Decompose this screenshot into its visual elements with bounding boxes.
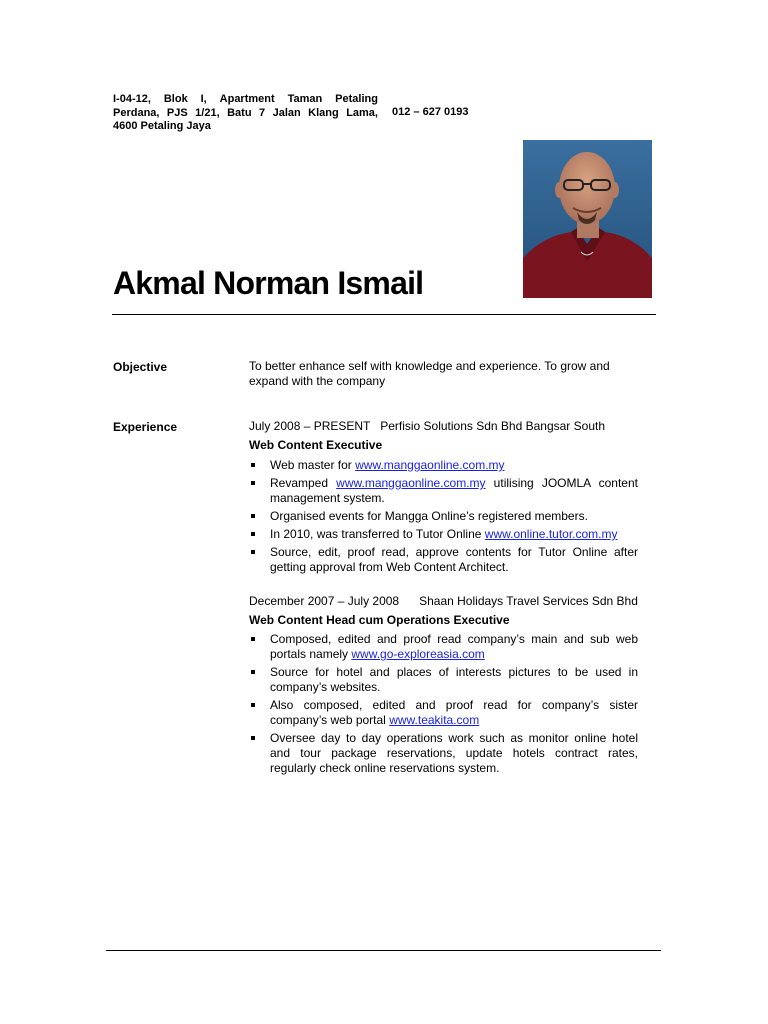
candidate-name: Akmal Norman Ismail (113, 265, 424, 301)
list-item: Source, edit, proof read, approve contents for Tutor Online after getting approval from Web Content Architect. (249, 545, 638, 575)
teakita-link[interactable]: www.teakita.com (389, 713, 480, 727)
header-divider (112, 314, 656, 315)
list-item: Organised events for Mangga Online’s registered members. (249, 509, 638, 524)
list-item: Source for hotel and places of interests pictures to be used in company’s websites. (249, 665, 638, 695)
job-2-header (249, 594, 638, 608)
objective-text: To better enhance self with knowledge and experience. To grow and expand with the company (249, 359, 610, 388)
job-2-company: Shaan Holidays Travel Services Sdn Bhd (419, 594, 638, 608)
job-2-period: December 2007 – July 2008 (249, 594, 400, 608)
job-1-company: Perfisio Solutions Sdn Bhd Bangsar South (380, 419, 605, 433)
manggaonline-link[interactable]: www.manggaonline.com.my (336, 476, 486, 490)
go-exploreasia-link[interactable]: www.go-exploreasia.com (351, 647, 485, 661)
objective-label: Objective (113, 360, 168, 374)
footer-divider (106, 950, 661, 951)
experience-label: Experience (113, 420, 178, 434)
profile-photo (523, 140, 652, 298)
job-1-title: Web Content Executive (249, 438, 383, 452)
list-item: Also composed, edited and proof read for company’s sister company’s web portal www.teakita.com (249, 698, 638, 728)
list-item: In 2010, was transferred to Tutor Online www.online.tutor.com.my (249, 527, 638, 542)
list-item: Web master for www.manggaonline.com.my (249, 458, 638, 473)
address-line-2: Perdana, PJS 1/21, Batu 7 Jalan Klang Lama, (113, 106, 378, 119)
job-2-title: Web Content Head cum Operations Executive (249, 613, 510, 627)
tutor-online-link[interactable]: www.online.tutor.com.my (484, 527, 618, 541)
phone-number: 012 – 627 0193 (392, 106, 469, 118)
list-item: Oversee day to day operations work such as monitor online hotel and tour package reservations, update hotels contract rates, regularly check online reservations system. (249, 731, 638, 776)
job-1-header (249, 419, 605, 433)
address-line-1: I-04-12, Blok I, Apartment Taman Petaling (113, 93, 378, 105)
manggaonline-link[interactable]: www.manggaonline.com.my (355, 458, 505, 472)
address-line-3: 4600 Petaling Jaya (113, 120, 211, 132)
job-2-bullets (249, 632, 638, 779)
job-1-period: July 2008 – PRESENT (249, 419, 371, 433)
list-item: Revamped www.manggaonline.com.my utilising JOOMLA content management system. (249, 476, 638, 506)
list-item: Composed, edited and proof read company’s main and sub web portals namely www.go-exploreasia.com (249, 632, 638, 662)
job-1-bullets (249, 458, 638, 578)
